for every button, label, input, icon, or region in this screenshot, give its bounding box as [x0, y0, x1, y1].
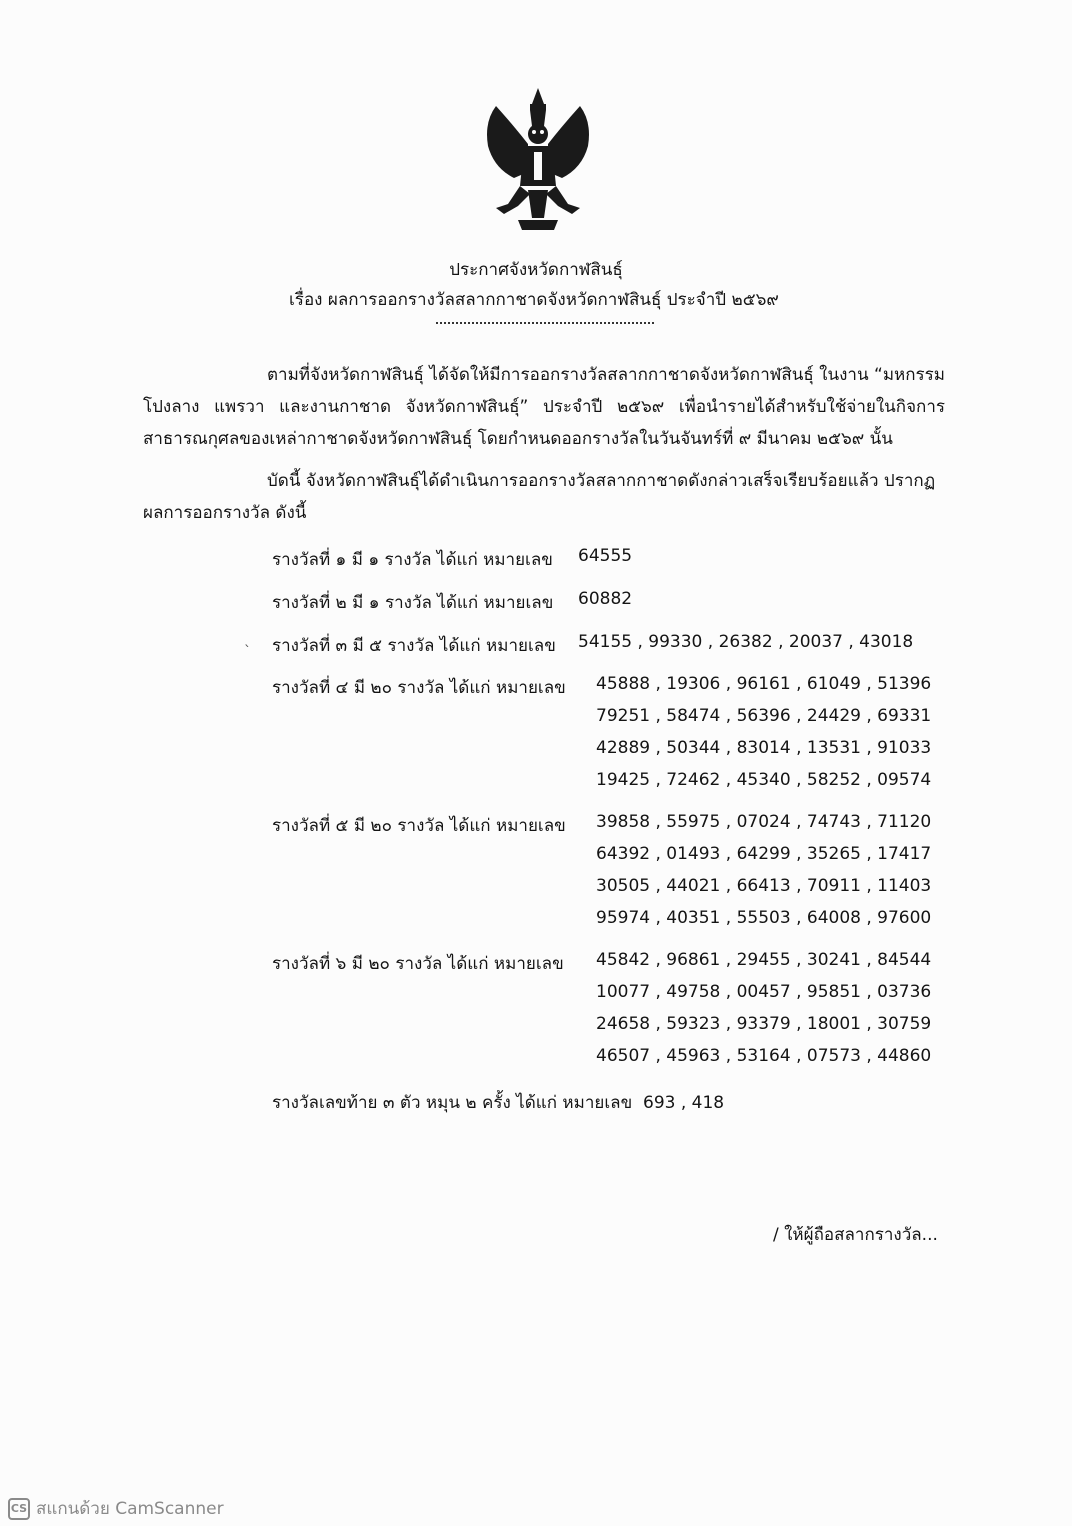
camscanner-logo-icon: CS — [8, 1498, 30, 1520]
garuda-emblem — [474, 86, 602, 234]
prize-5-numbers-line: 30505 , 44021 , 66413 , 70911 , 11403 — [596, 876, 932, 896]
prize-2-numbers: 60882 — [578, 589, 633, 609]
camscanner-text: สแกนด้วย CamScanner — [36, 1499, 224, 1519]
prize-6-label: รางวัลที่ ๖ มี ๒๐ รางวัล ได้แก่ หมายเลข — [272, 954, 564, 974]
prize-5-numbers-line: 39858 , 55975 , 07024 , 74743 , 71120 — [596, 812, 932, 832]
prize-3-numbers: 54155 , 99330 , 26382 , 20037 , 43018 — [578, 632, 914, 652]
prize-5-numbers-line: 95974 , 40351 , 55503 , 64008 , 97600 — [596, 908, 932, 928]
intro-paragraph-text: ตามที่จังหวัดกาฬสินธุ์ ได้จัดให้มีการออกรางวัลสลากกาชาดจังหวัดกาฬสินธุ์ ในงาน “มหกรรมโปงลาง แพรวา และงานกาชาด จังหวัดกาฬสินธุ์” ประจำปี ๒๕๖๙ เพื่อนำรายได้สำหรับใช้จ่ายในกิจการสาธารณกุศลของเหล่ากาชาดจังหวัดกาฬสินธุ์ โดยกำหนดออกรางวัลในวันจันทร์ที่ ๙ มีนาคม ๒๕๖๙ นั้น — [143, 365, 945, 449]
prize-6-numbers-line: 45842 , 96861 , 29455 , 30241 , 84544 — [596, 950, 932, 970]
prize-6-numbers-line: 10077 , 49758 , 00457 , 95851 , 03736 — [596, 982, 932, 1002]
prize-4-numbers-line: 79251 , 58474 , 56396 , 24429 , 69331 — [596, 706, 932, 726]
prize-2-label: รางวัลที่ ๒ มี ๑ รางวัล ได้แก่ หมายเลข — [272, 593, 554, 613]
prize-6-numbers-line: 46507 , 45963 , 53164 , 07573 , 44860 — [596, 1046, 932, 1066]
prize-4-numbers-line: 45888 , 19306 , 96161 , 61049 , 51396 — [596, 674, 932, 694]
dotted-divider — [436, 322, 654, 324]
prize-4-label: รางวัลที่ ๔ มี ๒๐ รางวัล ได้แก่ หมายเลข — [272, 678, 566, 698]
intro-paragraph — [143, 359, 945, 455]
prize-5-label: รางวัลที่ ๕ มี ๒๐ รางวัล ได้แก่ หมายเลข — [272, 816, 566, 836]
last-digits-label — [272, 1089, 724, 1116]
result-paragraph-text: บัดนี้ จังหวัดกาฬสินธุ์ได้ดำเนินการออกรางวัลสลากกาชาดดังกล่าวเสร็จเรียบร้อยแล้ว ปรากฏผลการออกรางวัล ดังนี้ — [143, 471, 936, 523]
last-digits-numbers: 693 , 418 — [643, 1093, 725, 1113]
camscanner-watermark — [8, 1495, 224, 1522]
result-paragraph — [143, 465, 945, 529]
prize-6-numbers-line: 24658 , 59323 , 93379 , 18001 , 30759 — [596, 1014, 932, 1034]
prize-1-numbers: 64555 — [578, 546, 633, 566]
stray-mark: ˋ — [244, 644, 251, 660]
prize-4-numbers-line: 19425 , 72462 , 45340 , 58252 , 09574 — [596, 770, 932, 790]
prize-3-label: รางวัลที่ ๓ มี ๕ รางวัล ได้แก่ หมายเลข — [272, 636, 556, 656]
prize-4-numbers-line: 42889 , 50344 , 83014 , 13531 , 91033 — [596, 738, 932, 758]
announcement-subject: เรื่อง ผลการออกรางวัลสลากกาชาดจังหวัดกาฬสินธุ์ ประจำปี ๒๕๖๙ — [289, 290, 779, 310]
prize-5-numbers-line: 64392 , 01493 , 64299 , 35265 , 17417 — [596, 844, 932, 864]
announcement-title: ประกาศจังหวัดกาฬสินธุ์ — [449, 260, 623, 280]
last-digits-label-text: รางวัลเลขท้าย ๓ ตัว หมุน ๒ ครั้ง ได้แก่ หมายเลข — [272, 1093, 633, 1113]
prize-1-label: รางวัลที่ ๑ มี ๑ รางวัล ได้แก่ หมายเลข — [272, 550, 553, 570]
continuation-note: / ให้ผู้ถือสลากรางวัล... — [773, 1225, 938, 1245]
